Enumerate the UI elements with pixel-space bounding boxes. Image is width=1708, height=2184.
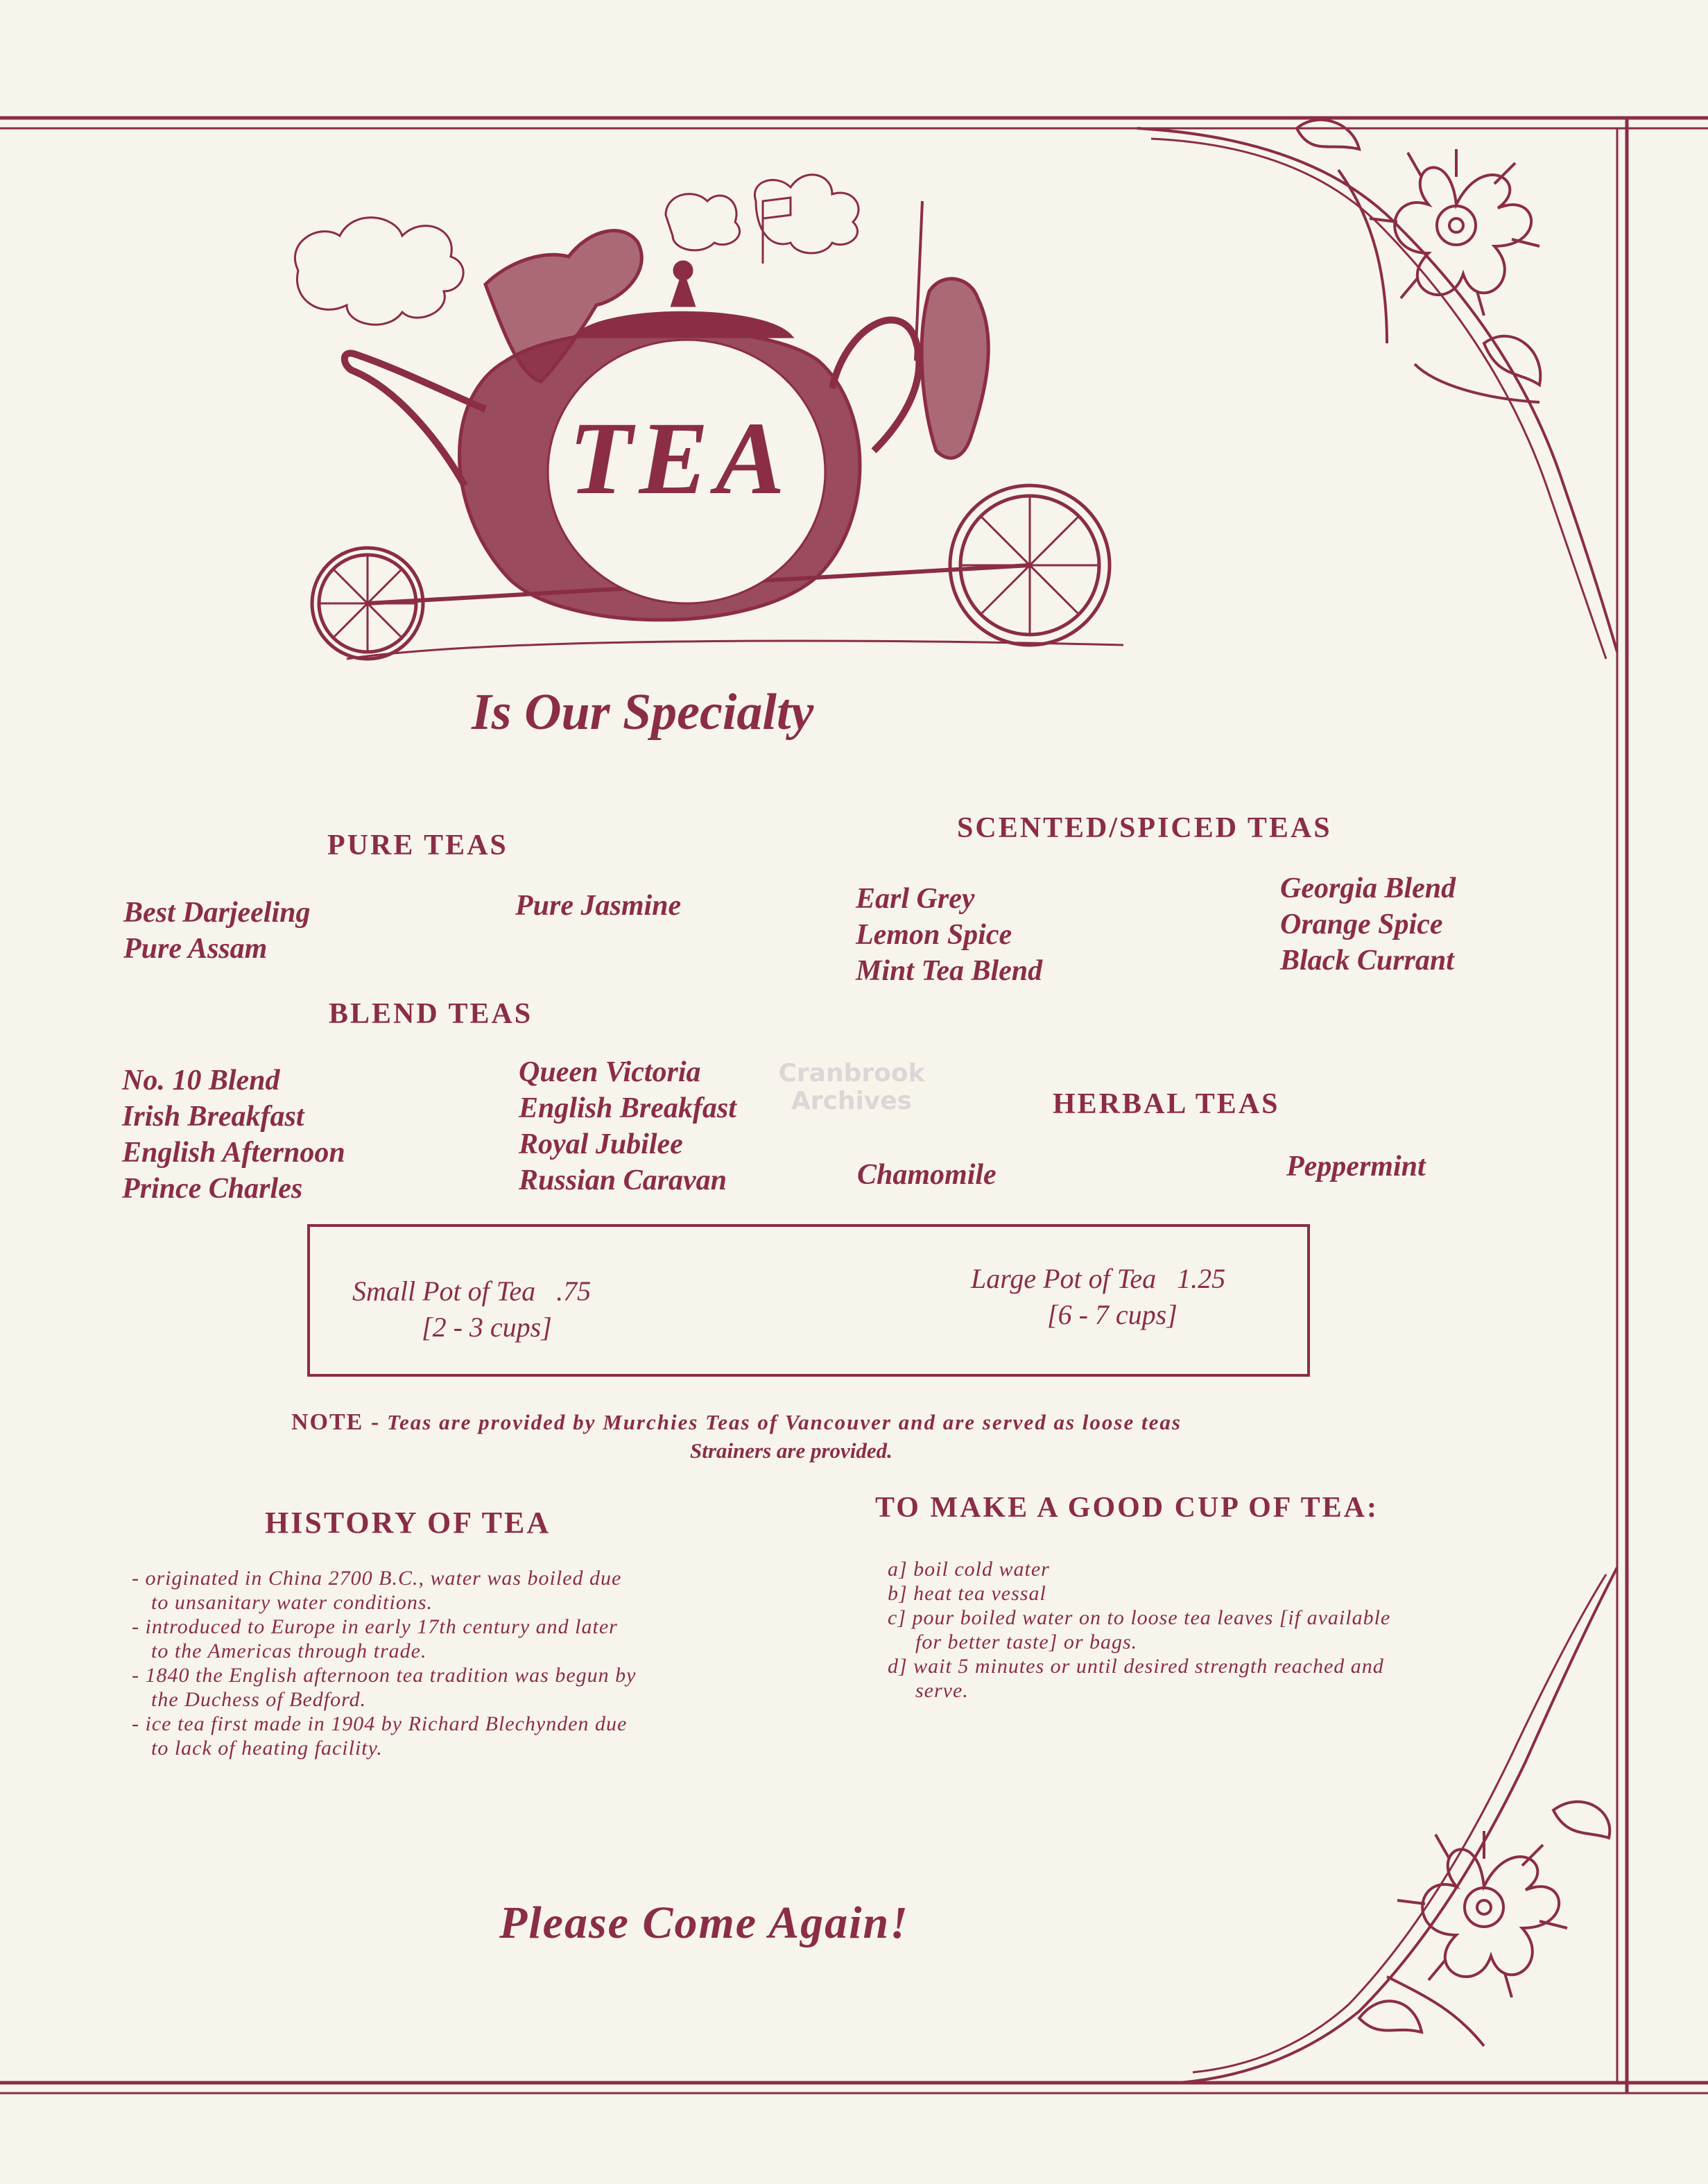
history-heading: HISTORY OF TEA (265, 1506, 551, 1540)
tea-item: Earl Grey (856, 883, 975, 915)
pure-teas-col1 (123, 895, 311, 967)
watermark-line: Cranbrook (778, 1059, 925, 1087)
pure-teas-col2 (515, 888, 681, 924)
howto-line: c] pour boiled water on to loose tea leaves [if available (888, 1606, 1391, 1629)
tea-item: Georgia Blend (1280, 872, 1456, 904)
teapot-label: TEA (569, 401, 792, 516)
howto-line: a] boil cold water (888, 1558, 1050, 1581)
tea-item: Best Darjeeling (123, 897, 311, 929)
blend-teas-col1 (122, 1063, 345, 1207)
howto-steps (888, 1557, 1553, 1703)
watermark-line: Archives (791, 1087, 913, 1115)
blend-teas-col2 (519, 1054, 736, 1198)
tea-item: English Breakfast (519, 1092, 736, 1124)
howto-line: for better taste] or bags. (915, 1631, 1138, 1653)
large-pot-label: Large Pot of Tea (971, 1263, 1157, 1294)
history-line: - 1840 the English afternoon tea tradition was begun by (132, 1664, 637, 1687)
herbal-tea-item: Chamomile (857, 1159, 997, 1191)
tea-item: Orange Spice (1280, 909, 1443, 940)
tea-item: English Afternoon (122, 1137, 345, 1169)
small-pot-price (352, 1273, 591, 1345)
blend-teas-heading: BLEND TEAS (329, 998, 533, 1030)
scented-teas-heading: SCENTED/SPICED TEAS (957, 812, 1332, 844)
pure-teas-heading: PURE TEAS (327, 829, 508, 861)
howto-step (888, 1581, 1553, 1606)
history-line: - introduced to Europe in early 17th century and later (132, 1615, 618, 1638)
tea-item: Lemon Spice (856, 919, 1012, 951)
howto-step (888, 1557, 1553, 1581)
howto-line: d] wait 5 minutes or until desired strength reached and (888, 1655, 1384, 1678)
tea-item: Mint Tea Blend (856, 955, 1043, 987)
note-label: NOTE - (291, 1409, 381, 1435)
note-text: Teas are provided by Murchies Teas of Vancouver and are served as loose teas (386, 1410, 1182, 1434)
scented-teas-col1 (856, 881, 1042, 989)
herbal-teas-heading: HERBAL TEAS (1053, 1088, 1280, 1120)
history-item (132, 1663, 797, 1712)
history-item (132, 1615, 797, 1663)
flower-ornament-bottom-icon (1345, 1769, 1623, 2060)
flower-ornament-top-icon (1276, 114, 1581, 413)
history-line: to the Americas through trade. (151, 1640, 427, 1662)
tea-item: Prince Charles (122, 1173, 303, 1205)
herbal-tea-item: Peppermint (1286, 1151, 1426, 1183)
closing-message: Please Come Again! (499, 1898, 909, 1948)
tea-item: Royal Jubilee (519, 1128, 683, 1160)
history-line: - ice tea first made in 1904 by Richard Blechynden due (132, 1712, 628, 1735)
history-item (132, 1712, 797, 1760)
history-line: the Duchess of Bedford. (151, 1688, 367, 1711)
small-pot-label: Small Pot of Tea (352, 1275, 536, 1307)
page-subtitle: Is Our Specialty (472, 684, 814, 741)
howto-step (888, 1654, 1553, 1703)
history-list (132, 1566, 797, 1760)
history-line: to lack of heating facility. (151, 1737, 383, 1760)
howto-line: serve. (915, 1679, 969, 1702)
howto-step (888, 1606, 1553, 1654)
note-line-2: Strainers are provided. (690, 1438, 892, 1463)
tea-item: Black Currant (1280, 945, 1454, 977)
tea-item: Pure Assam (123, 933, 268, 965)
tea-item: No. 10 Blend (122, 1065, 280, 1097)
history-item (132, 1566, 797, 1615)
archive-watermark (761, 1060, 942, 1115)
large-pot-amount: 1.25 (1177, 1263, 1226, 1294)
tea-item: Irish Breakfast (122, 1101, 304, 1133)
howto-line: b] heat tea vessal (888, 1582, 1046, 1605)
large-pot-cups: [6 - 7 cups] (1047, 1299, 1178, 1330)
howto-heading: TO MAKE A GOOD CUP OF TEA: (875, 1492, 1379, 1524)
small-pot-cups: [2 - 3 cups] (422, 1312, 552, 1343)
history-line: to unsanitary water conditions. (151, 1591, 433, 1614)
note-line (291, 1409, 1345, 1436)
small-pot-amount: .75 (556, 1275, 592, 1307)
tea-item: Pure Jasmine (515, 890, 682, 922)
tea-item: Russian Caravan (519, 1164, 727, 1196)
large-pot-price (971, 1261, 1225, 1333)
history-line: - originated in China 2700 B.C., water was boiled due (132, 1567, 622, 1590)
tea-item: Queen Victoria (519, 1056, 701, 1088)
scented-teas-col2 (1280, 870, 1456, 979)
